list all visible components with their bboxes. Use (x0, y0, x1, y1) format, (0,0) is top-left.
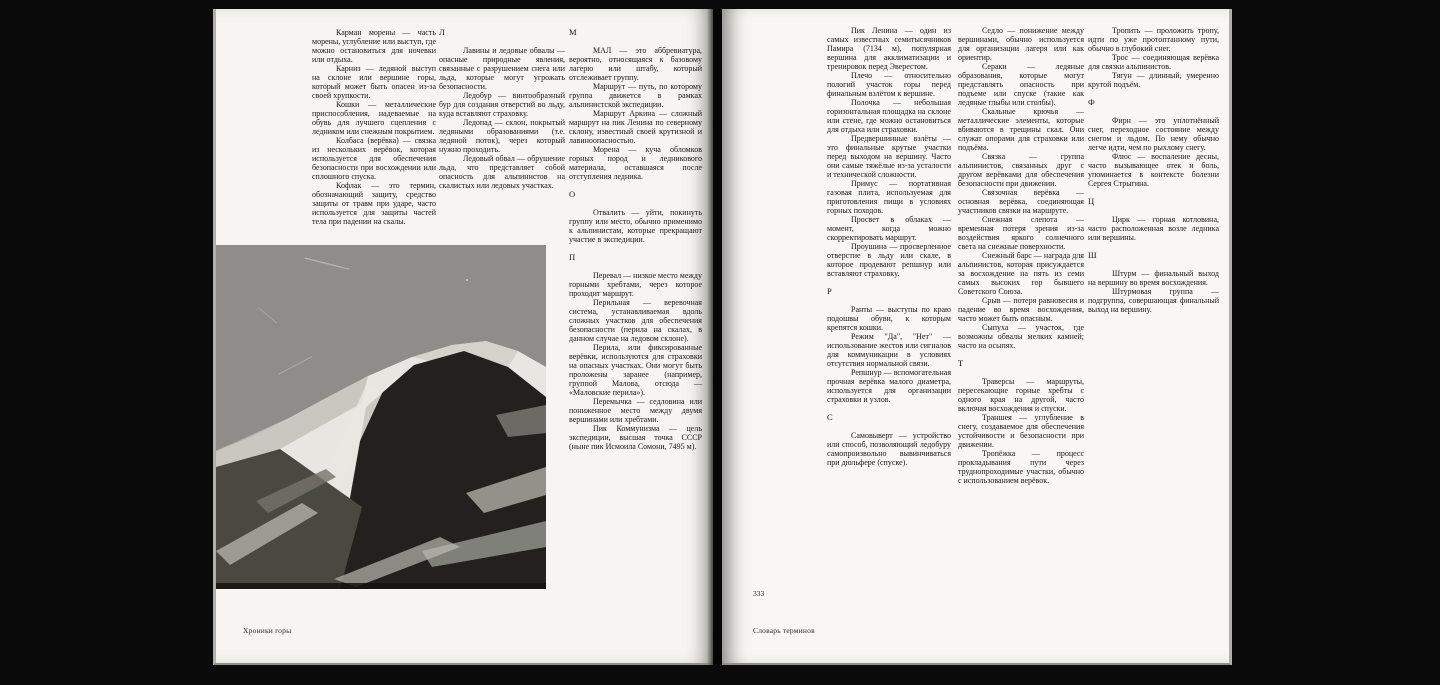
glossary-entry: Скальные крючья — металлические элементы, которые вбиваются в трещины скал. Они служат опорами для страховки или подъёма. (958, 107, 1084, 152)
glossary-column-t-f-c-sh (1088, 26, 1219, 314)
glossary-entry: Полочка — небольшая горизонтальная площадка на склоне или стене, где можно остановиться для отдыха или страховки. (827, 98, 951, 134)
glossary-entry: Траншея — углубление в снегу, создаваемое для обеспечения устойчивости и безопасности при движении. (958, 413, 1084, 449)
section-letter: Ц (1088, 196, 1095, 206)
glossary-entry: Штурмовая группа — подгруппа, совершающая финальный выход на вершину. (1088, 287, 1219, 314)
glossary-entry: Пик Коммунизма — цель экспедиции, высшая точка СССР (ныне пик Исмоила Сомони, 7495 м). (569, 424, 702, 451)
glossary-entry: Сыпуха — участок, где возможны обвалы мелких камней; часто на осыпях. (958, 323, 1084, 350)
glossary-column-k (312, 28, 436, 226)
right-page (722, 9, 1232, 665)
glossary-entry: Маршрут Аркина — сложный маршрут на пик Ленина по северному склону, известный своей крутизной и лавиноопасностью. (569, 109, 702, 145)
section-letter: Ш (1088, 250, 1097, 260)
glossary-entry: Отвалить — уйти, покинуть группу или место, обычно применимо к альпинистам, которые прекращают участие в экспедиции. (569, 208, 702, 244)
glossary-entry: Маршрут — путь, по которому группа движется в рамках альпинистской экспедиции. (569, 82, 702, 109)
glossary-entry: Перемычка — седловина или пониженное место между двумя вершинами или хребтами. (569, 397, 702, 424)
section-letter: М (569, 27, 577, 37)
glossary-entry: Примус — портативная газовая плита, используемая для приготовления пищи в условиях горных походов. (827, 179, 951, 215)
glossary-entry: Флюс — воспаление десны, часто вызывающее отек и боль, упоминается в контексте болезни Сергея Стрыгина. (1088, 152, 1219, 188)
glossary-entry: Самовыверт — устройство или способ, позволяющий ледобуру самопроизвольно вывинчиваться при дюльфере (спуске). (827, 431, 951, 467)
section-letter: С (827, 412, 833, 422)
glossary-entry: Морена — куча обломков горных пород и ледникового материала, оставшаяся после отступления ледника. (569, 145, 702, 181)
left-running-footer: Хроники горы (243, 626, 292, 635)
glossary-entry: Карман морены — часть морены, углубление или выступ, где можно остановиться для ночевки или отдыха. (312, 28, 436, 64)
glossary-entry: Плечо — относительно пологий участок горы перед финальным взлётом к вершине. (827, 71, 951, 98)
glossary-entry: Ледопад — склон, покрытый ледяными образованиями (т.е. ледяной поток), через который нужно проходить. (439, 118, 565, 154)
glossary-entry: Седло — понижение между вершинами, обычно используется для организации лагеря или как ориентир. (958, 26, 1084, 62)
mountain-photo-icon (216, 245, 546, 589)
glossary-entry: Кофлак — это термин, обозначающий защиту, средство защиты от травм при ударе, часто используется для защиты частей тела при падении на скалы. (312, 181, 436, 226)
glossary-entry: Снежная слепота — временная потеря зрения из-за воздействия яркого солнечного света на снежные поверхности. (958, 215, 1084, 251)
page-number: 333 (753, 589, 765, 598)
glossary-entry: Перевал — низкое место между горными хребтами, через которое проходит маршрут. (569, 271, 702, 298)
glossary-entry: Кошки — металлические приспособления, надеваемые на обувь для лучшего сцепления с ледником или снежным покрытием. (312, 100, 436, 136)
glossary-entry: Срыв — потеря равновесия и падение во время восхождения, часто может быть опасным. (958, 296, 1084, 323)
glossary-entry: Перила, или фиксированные верёвки, используются для страховки на опасных участках. Они могут быть проложены заранее (например, группой Малова, отсюда — «Маловские перила»). (569, 343, 702, 397)
section-letter: П (569, 252, 576, 262)
glossary-entry: Связочная верёвка — основная верёвка, соединяющая участников связки на маршруте. (958, 188, 1084, 215)
glossary-entry: Перильная — веревочная система, устанавливаемая вдоль сложных участков для обеспечения безопасности (перила на скалах, в данном случае на ледовом склоне). (569, 298, 702, 343)
glossary-entry: Репшнур — вспомогательная прочная верёвка малого диаметра, используется для организации страховки и узлов. (827, 368, 951, 404)
glossary-entry: Траверсы — маршруты, пересекающие горные хребты с одного края на другой, часто включая восхождения и спуски. (958, 377, 1084, 413)
glossary-entry: Трос — соединяющая верёвка для связки альпинистов. (1088, 53, 1219, 71)
glossary-entry: Тягун — длинный, умеренно крутой подъём. (1088, 71, 1219, 89)
right-running-footer: Словарь терминов (753, 626, 815, 635)
glossary-entry: Ледовый обвал — обрушение льда, что представляет собой опасность для альпинистов на скалистых или ледовых участках. (439, 154, 565, 190)
glossary-entry: Пик Ленина — один из самых известных семитысячников Памира (7134 м), популярная вершина для акклиматизации и тренировок перед Эверестом. (827, 26, 951, 71)
section-letter: Ф (1088, 97, 1095, 107)
section-letter: Л (439, 27, 445, 37)
glossary-entry: Сераки — ледяные образования, которые могут представлять опасность при подъеме или спуске (такие как ледяные глыбы или столбы). (958, 62, 1084, 107)
glossary-entry: Режим "Да", "Нет" — использование жестов или сигналов для коммуникации в условиях отсутствия нормальной связи. (827, 332, 951, 368)
glossary-entry: Штурм — финальный выход на вершину во время восхождения. (1088, 269, 1219, 287)
left-page (213, 9, 713, 665)
glossary-entry: Колбаса (верёвка) — связка из нескольких верёвок, которая используется для обеспечения безопасности при восхождении или сплошного спуска. (312, 136, 436, 181)
glossary-entry: Снежный барс — награда для альпинистов, которая присуждается за восхождение на пять из семи самых высоких гор бывшего Советского Союза. (958, 251, 1084, 296)
glossary-entry: Тропить — проложить тропу, идти по уже протоптанному пути, обычно в глубокий снег. (1088, 26, 1219, 53)
glossary-entry: Проушина — просверленное отверстие в льду или скале, в которое продевают репшнур или вставляют страховку. (827, 242, 951, 278)
book-spread (213, 9, 1229, 665)
section-letter: Т (958, 358, 964, 368)
glossary-entry: Предвершинные взлёты — это финальные крутые участки перед выходом на вершину. Часто они самые тяжёлые из-за усталости и технической сложности. (827, 134, 951, 179)
section-letter: О (569, 189, 576, 199)
glossary-entry: Ранты — выступы по краю подошвы обуви, к которым крепятся кошки. (827, 305, 951, 332)
glossary-column-p-r-s (827, 26, 951, 467)
glossary-entry: Фирн — это уплотнённый снег, переходное состояние между снегом и льдом. По нему обычно легче идти, чем по рыхлому снегу. (1088, 116, 1219, 152)
glossary-entry: Связка — группа альпинистов, связанных друг с другом верёвками для обеспечения безопасности при движении. (958, 152, 1084, 188)
glossary-entry: Лавины и ледовые обвалы — опасные природные явления, связанные с разрушением снега или льда, которые могут угрожать безопасности. (439, 46, 565, 91)
glossary-entry: Просвет в облаках — момент, когда можно скорректировать маршрут. (827, 215, 951, 242)
glossary-entry: Тропёжка — процесс прокладывания пути через труднопроходимые участки, обычно с использованием верёвок. (958, 449, 1084, 485)
glossary-column-l (439, 28, 565, 190)
glossary-column-s-t (958, 26, 1084, 485)
glossary-column-m-o-p (569, 28, 702, 451)
glossary-entry: Ледобур — винтообразный бур для создания отверстий во льду, куда вставляют страховку. (439, 91, 565, 118)
glossary-entry: Цирк — горная котловина, часто расположенная возле ледника или вершины. (1088, 215, 1219, 242)
glossary-entry: МАЛ — это аббревиатура, вероятно, относящаяся к базовому лагерю или штабу, который отслеживает группу. (569, 46, 702, 82)
section-letter: Р (827, 286, 832, 296)
glossary-entry: Карниз — ледяной выступ на склоне или вершине горы, который может быть опасен из-за своей хрупкости. (312, 64, 436, 100)
